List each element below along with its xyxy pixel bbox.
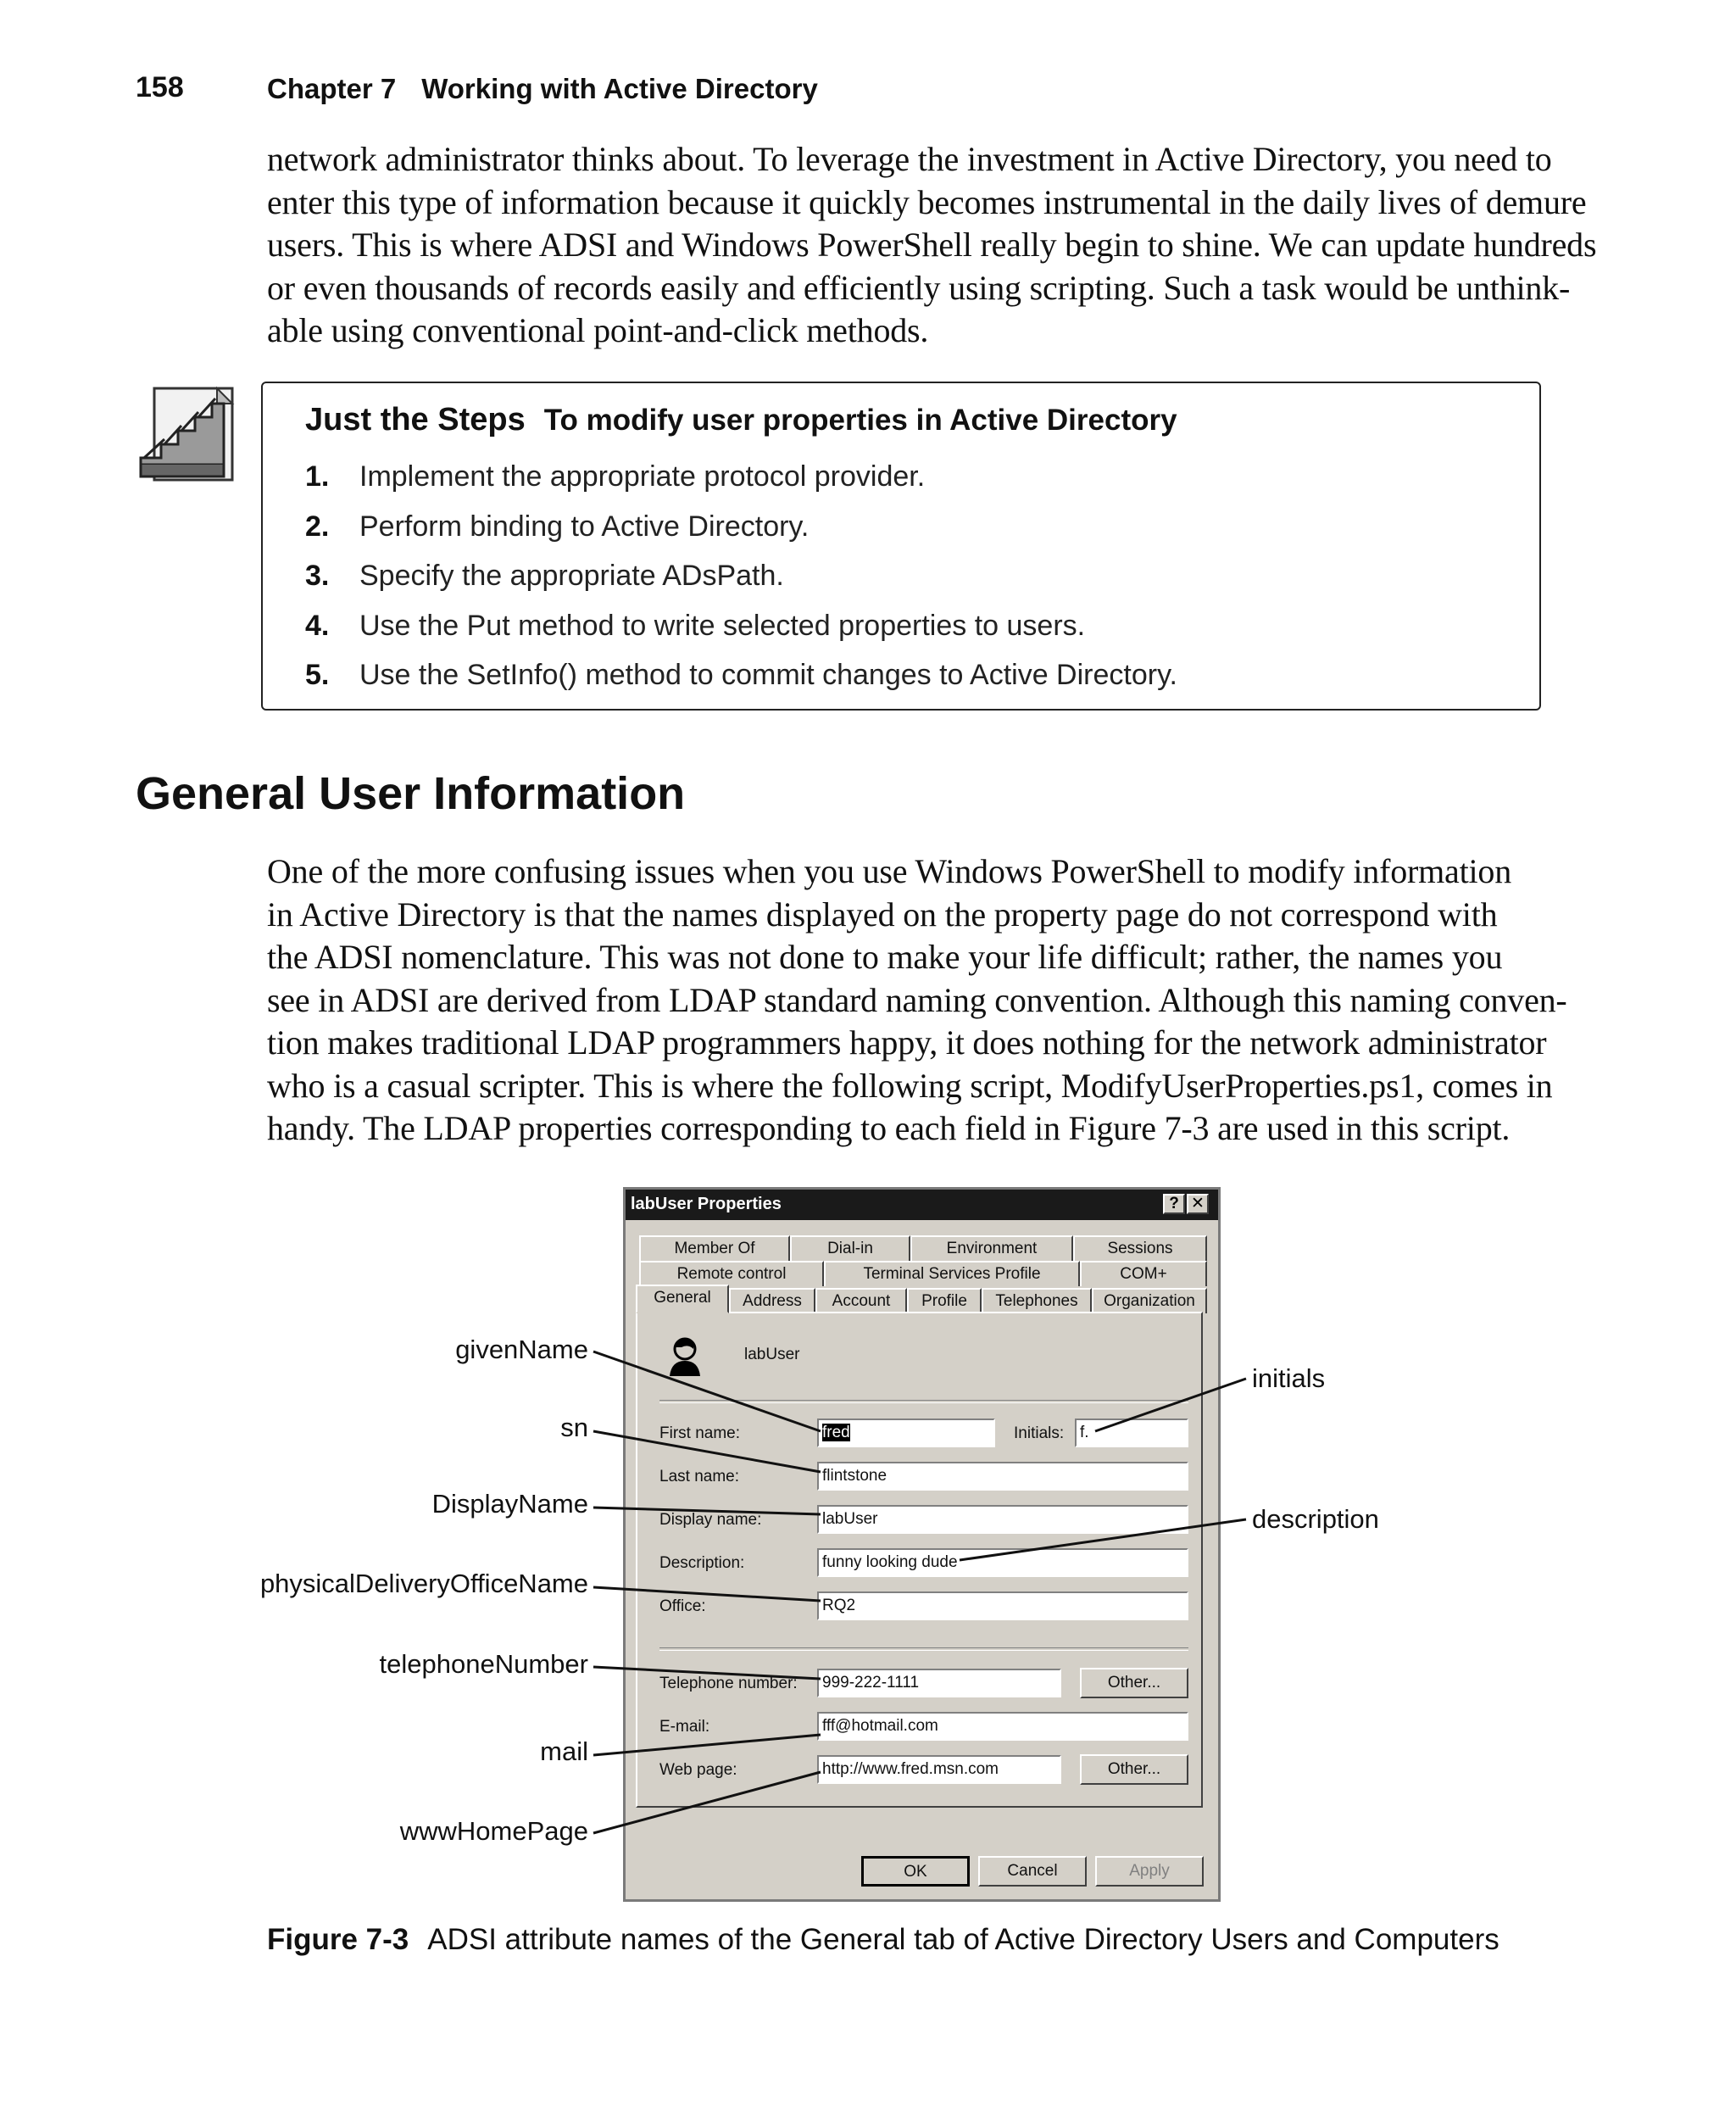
close-button[interactable]: ✕: [1187, 1194, 1209, 1214]
web-page-label: Web page:: [659, 1761, 737, 1779]
step-number: 3.: [305, 560, 330, 592]
initials-label: Initials:: [1014, 1424, 1065, 1442]
figure-label: Figure 7-3: [267, 1923, 409, 1956]
help-button[interactable]: ?: [1163, 1194, 1185, 1214]
steps-heading: To modify user properties in Active Directory: [543, 404, 1177, 437]
tab-remote-control[interactable]: Remote control: [639, 1261, 824, 1286]
text-line: in Active Directory is that the names displayed on the property page do not correspond with: [267, 895, 1498, 934]
web-page-other-button[interactable]: Other...: [1080, 1754, 1188, 1785]
step-text: Implement the appropriate protocol provider.: [359, 460, 926, 493]
step-item: [305, 551, 1177, 601]
tab-organization[interactable]: Organization: [1092, 1288, 1207, 1313]
properties-dialog: [623, 1187, 1221, 1902]
step-text: Perform binding to Active Directory.: [359, 510, 810, 543]
step-number: 5.: [305, 659, 330, 691]
step-item: [305, 452, 1177, 502]
description-input[interactable]: funny looking dude: [817, 1548, 1188, 1577]
stairs-icon: [136, 383, 237, 485]
callout-sn: sn: [560, 1413, 588, 1442]
ok-button[interactable]: OK: [861, 1856, 970, 1887]
tab-com-plus[interactable]: COM+: [1080, 1261, 1207, 1286]
tab-telephones[interactable]: Telephones: [982, 1288, 1092, 1313]
step-number: 1.: [305, 460, 330, 493]
telephone-other-button[interactable]: Other...: [1080, 1668, 1188, 1698]
last-name-label: Last name:: [659, 1468, 739, 1485]
body-paragraph: [267, 850, 1567, 1151]
tab-dial-in[interactable]: Dial-in: [790, 1235, 910, 1261]
callout-givenname: givenName: [455, 1335, 588, 1364]
telephone-input[interactable]: 999-222-1111: [817, 1669, 1061, 1697]
text-line: or even thousands of records easily and efficiently using scripting. Such a task would be unthink-: [267, 268, 1571, 307]
tab-account[interactable]: Account: [815, 1288, 907, 1313]
first-name-value: fred: [822, 1424, 850, 1441]
telephone-label: Telephone number:: [659, 1675, 798, 1692]
text-line: see in ADSI are derived from LDAP standard naming convention. Although this naming conven-: [267, 980, 1567, 1019]
tab-address[interactable]: Address: [729, 1288, 815, 1313]
office-input[interactable]: RQ2: [817, 1591, 1188, 1620]
separator: [659, 1400, 1188, 1403]
step-number: 4.: [305, 609, 330, 642]
first-name-label: First name:: [659, 1424, 741, 1442]
user-name: labUser: [744, 1346, 800, 1363]
step-text: Use the SetInfo() method to commit changes to Active Directory.: [359, 659, 1177, 691]
callout-wwwhomepage: wwwHomePage: [399, 1816, 588, 1846]
callout-telephone: telephoneNumber: [379, 1649, 588, 1679]
first-name-input[interactable]: [817, 1419, 995, 1447]
display-name-input[interactable]: labUser: [817, 1505, 1188, 1534]
dialog-titlebar: [626, 1190, 1218, 1220]
user-icon: [666, 1335, 704, 1378]
callout-initials: initials: [1252, 1363, 1326, 1393]
step-item: [305, 650, 1177, 700]
text-line: tion makes traditional LDAP programmers happy, it does nothing for the network administrator: [267, 1023, 1547, 1062]
tab-sessions[interactable]: Sessions: [1073, 1235, 1207, 1261]
text-line: the ADSI nomenclature. This was not done to make your life difficult; rather, the names you: [267, 938, 1503, 976]
callout-description: description: [1252, 1504, 1379, 1534]
web-page-input[interactable]: http://www.fred.msn.com: [817, 1755, 1061, 1784]
step-text: Use the Put method to write selected properties to users.: [359, 609, 1086, 642]
description-label: Description:: [659, 1554, 745, 1572]
text-line: handy. The LDAP properties corresponding to each field in Figure 7-3 are used in this script.: [267, 1109, 1511, 1147]
initials-input[interactable]: f.: [1075, 1419, 1188, 1447]
callout-mail: mail: [540, 1736, 588, 1766]
display-name-label: Display name:: [659, 1511, 762, 1529]
text-line: One of the more confusing issues when you use Windows PowerShell to modify information: [267, 852, 1512, 890]
step-number: 2.: [305, 510, 330, 543]
text-line: enter this type of information because it quickly becomes instrumental in the daily lives of demure: [267, 182, 1587, 221]
section-heading: General User Information: [136, 768, 686, 819]
separator: [659, 1647, 1188, 1651]
running-head: [267, 73, 818, 105]
tab-general[interactable]: General: [636, 1285, 729, 1313]
chapter-title: Working with Active Directory: [421, 73, 818, 104]
figure-caption-text: ADSI attribute names of the General tab of Active Directory Users and Computers: [427, 1923, 1500, 1956]
steps-title: [305, 402, 1177, 438]
page-number: 158: [136, 71, 184, 103]
tab-terminal-services-profile[interactable]: Terminal Services Profile: [824, 1261, 1080, 1286]
tab-profile[interactable]: Profile: [907, 1288, 982, 1313]
text-line: users. This is where ADSI and Windows PowerShell really begin to shine. We can update hundreds: [267, 226, 1597, 264]
cancel-button[interactable]: Cancel: [978, 1856, 1087, 1887]
text-line: able using conventional point-and-click methods.: [267, 311, 929, 349]
tab-member-of[interactable]: Member Of: [639, 1235, 790, 1261]
text-line: who is a casual scripter. This is where the following script, ModifyUserProperties.ps1, comes in: [267, 1066, 1553, 1105]
office-label: Office:: [659, 1597, 706, 1615]
step-item: [305, 601, 1177, 651]
callout-displayname: DisplayName: [431, 1489, 588, 1519]
last-name-input[interactable]: flintstone: [817, 1462, 1188, 1491]
email-input[interactable]: fff@hotmail.com: [817, 1712, 1188, 1741]
figure-caption: [267, 1923, 1500, 1957]
intro-paragraph: [267, 138, 1596, 353]
chapter-label: Chapter 7: [267, 73, 397, 104]
callout-office: physicalDeliveryOfficeName: [259, 1569, 588, 1598]
step-text: Specify the appropriate ADsPath.: [359, 560, 784, 592]
dialog-title: labUser Properties: [631, 1195, 782, 1213]
email-label: E-mail:: [659, 1718, 710, 1736]
steps-list: [305, 452, 1177, 700]
steps-lead: Just the Steps: [305, 402, 526, 438]
tab-environment[interactable]: Environment: [910, 1235, 1073, 1261]
step-item: [305, 502, 1177, 552]
text-line: network administrator thinks about. To leverage the investment in Active Directory, you need to: [267, 140, 1552, 178]
apply-button[interactable]: Apply: [1095, 1856, 1204, 1887]
